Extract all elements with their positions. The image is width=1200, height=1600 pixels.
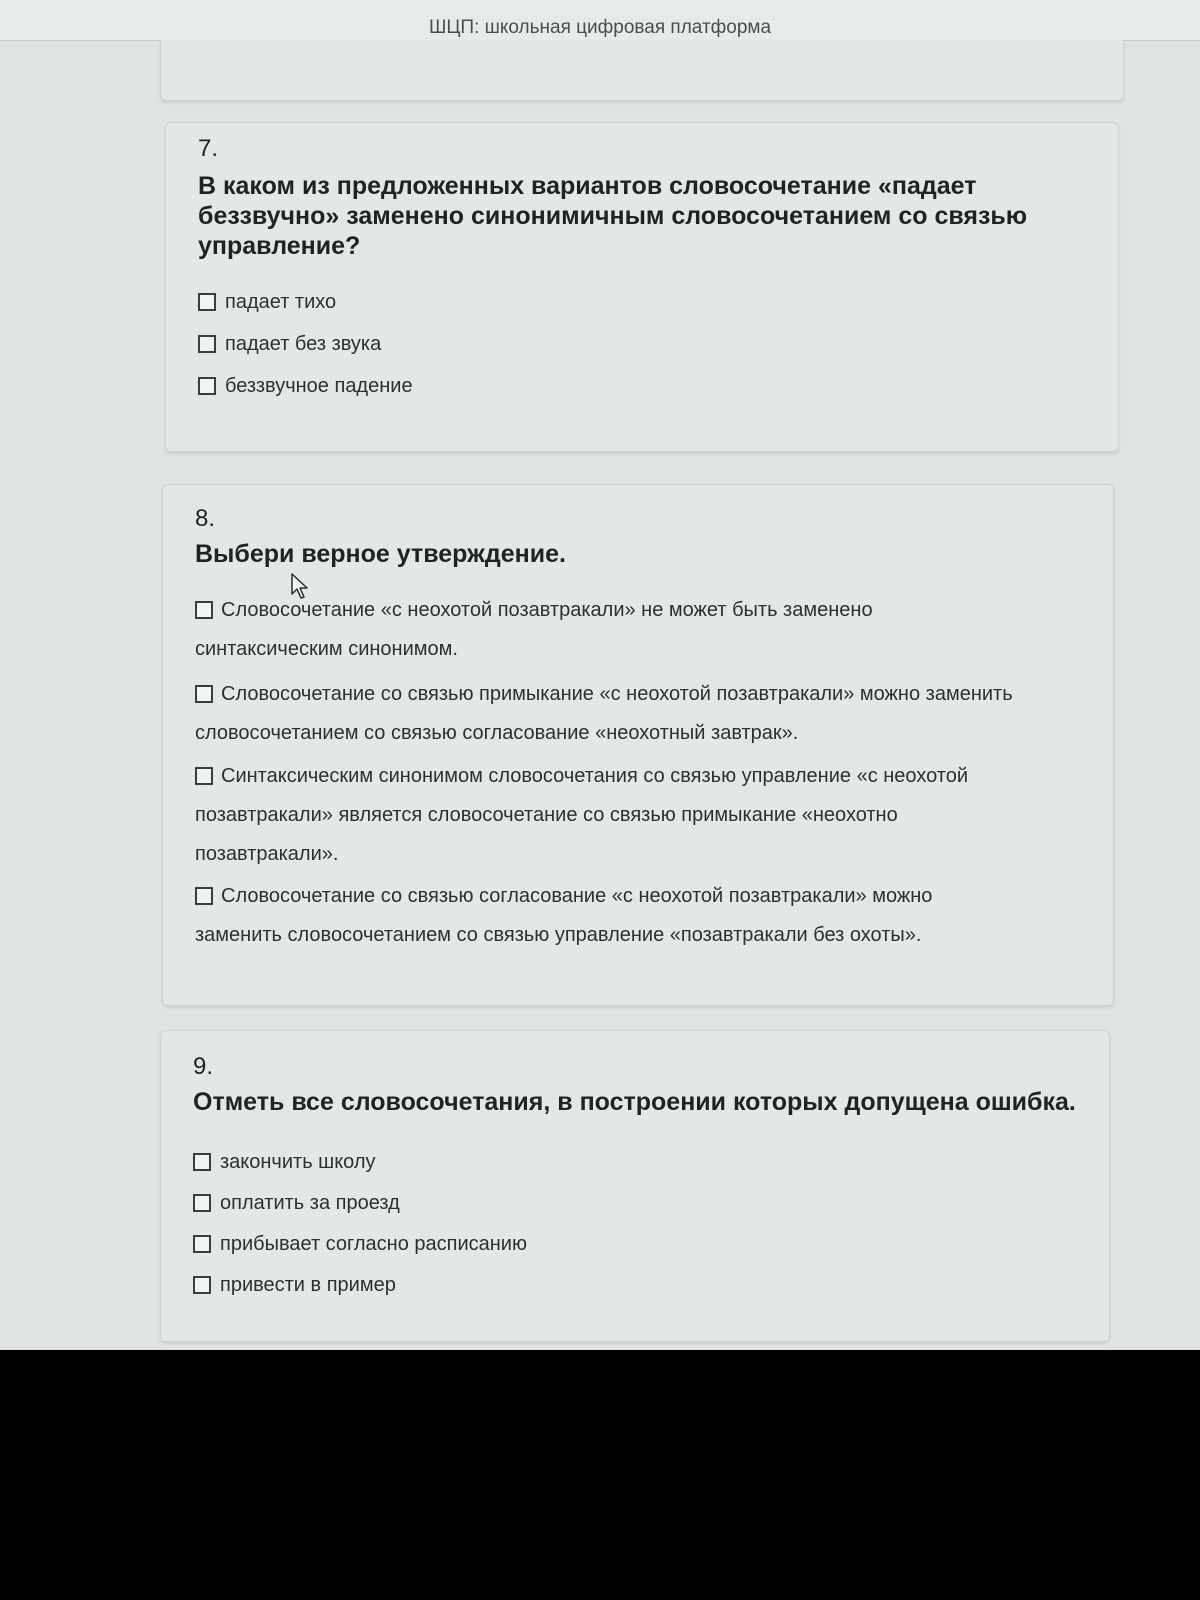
option-label: падает без звука — [225, 333, 382, 355]
option-label: беззвучное падение — [225, 375, 413, 397]
option-checkbox-row[interactable] — [198, 375, 413, 398]
option-checkbox-row[interactable] — [195, 675, 1065, 753]
option-checkbox-row[interactable] — [198, 291, 336, 314]
checkbox[interactable] — [195, 601, 213, 619]
option-checkbox-row[interactable] — [193, 1151, 376, 1174]
question-number: 9. — [193, 1053, 214, 1080]
question-text: Выбери верное утверждение. — [195, 540, 566, 568]
checkbox[interactable] — [193, 1276, 211, 1294]
question-card-8 — [162, 484, 1114, 1006]
option-label: оплатить за проезд — [220, 1192, 400, 1214]
mouse-cursor-icon — [290, 572, 312, 600]
question-number: 7. — [198, 135, 219, 162]
option-checkbox-row[interactable] — [195, 757, 1015, 874]
option-label: падает тихо — [225, 291, 337, 313]
question-text: Отметь все словосочетания, в построении которых допущена ошибка. — [193, 1088, 1076, 1116]
window-title: ШЦП: школьная цифровая платформа — [0, 0, 1200, 41]
checkbox[interactable] — [193, 1153, 211, 1171]
checkbox[interactable] — [198, 377, 216, 395]
checkbox[interactable] — [195, 887, 213, 905]
option-label: прибывает согласно расписанию — [220, 1233, 527, 1255]
checkbox[interactable] — [193, 1235, 211, 1253]
question-text: В каком из предложенных вариантов словосочетание «падает беззвучно» заменено синонимичным словосочетанием со связью управление? — [198, 172, 1028, 260]
option-checkbox-row[interactable] — [195, 877, 985, 955]
checkbox[interactable] — [193, 1194, 211, 1212]
option-checkbox-row[interactable] — [195, 591, 905, 669]
checkbox[interactable] — [198, 293, 216, 311]
option-label: Словосочетание со связью примыкание «с неохотой позавтракали» можно заменить словосочетанием со связью согласование «неохотный завтрак». — [195, 683, 1013, 744]
option-checkbox-row[interactable] — [193, 1233, 527, 1256]
option-checkbox-row[interactable] — [193, 1192, 400, 1215]
option-label: Словосочетание «с неохотой позавтракали» не может быть заменено синтаксическим синонимом. — [195, 599, 873, 660]
question-card-9 — [160, 1030, 1110, 1342]
option-label: Синтаксическим синонимом словосочетания со связью управление «с неохотой позавтракали» является словосочетание со связью примыкание «неохотно позавтракали». — [195, 765, 969, 865]
checkbox[interactable] — [198, 335, 216, 353]
checkbox[interactable] — [195, 685, 213, 703]
question-number: 8. — [195, 505, 216, 532]
option-checkbox-row[interactable] — [193, 1274, 396, 1297]
option-label: Словосочетание со связью согласование «с неохотой позавтракали» можно заменить словосочетанием со связью управление «позавтракали без охоты». — [195, 885, 933, 946]
option-label: закончить школу — [220, 1151, 376, 1173]
question-card-7 — [165, 122, 1119, 452]
option-checkbox-row[interactable] — [198, 333, 381, 356]
option-label: привести в пример — [220, 1274, 396, 1296]
previous-question-card — [160, 40, 1124, 101]
checkbox[interactable] — [195, 767, 213, 785]
